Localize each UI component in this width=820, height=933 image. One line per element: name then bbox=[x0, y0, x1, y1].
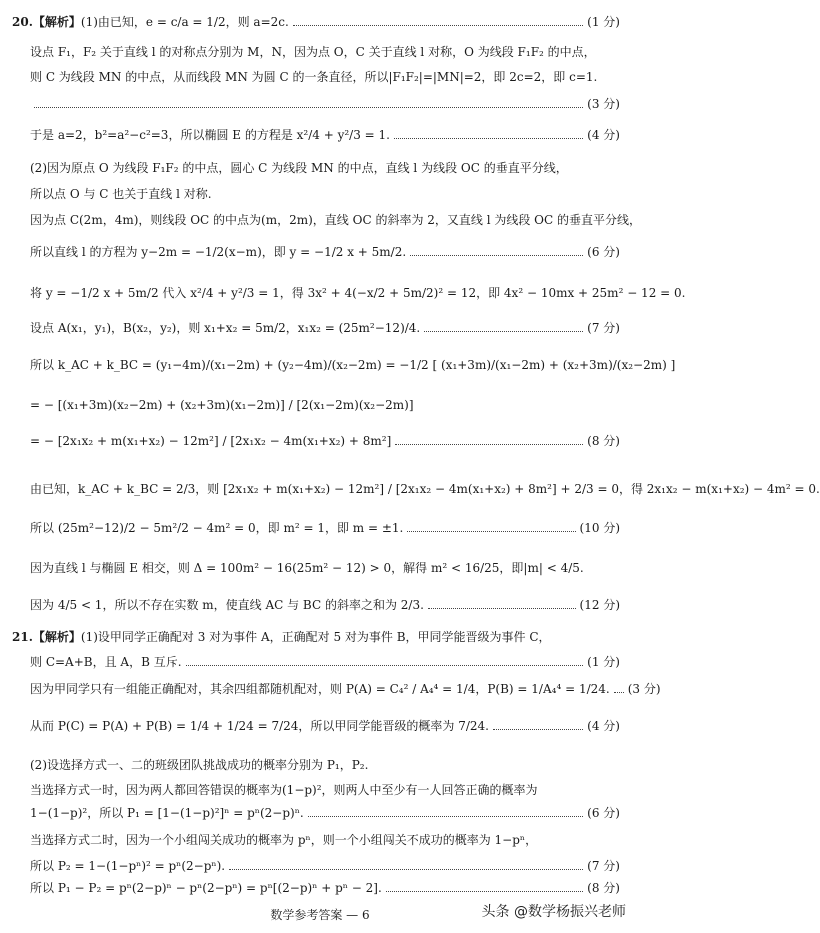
solution-text: = − [2x₁x₂ + m(x₁+x₂) − 12m²] / [2x₁x₂ − 4m(x₁+x₂) + 8m²] bbox=[30, 434, 392, 448]
solution-line bbox=[30, 285, 686, 301]
leader-dots bbox=[395, 444, 583, 445]
watermark: 头条 @数学杨振兴老师 bbox=[478, 900, 630, 922]
solution-line bbox=[30, 880, 620, 896]
solution-text: 从而 P(C) = P(A) + P(B) = 1/4 + 1/24 = 7/24，所以甲同学能晋级的概率为 7/24. bbox=[30, 719, 489, 733]
leader-dots bbox=[186, 665, 584, 666]
solution-text: 因为直线 l 与椭圆 E 相交，则 Δ = 100m² − 16(25m² − 12) > 0，解得 m² < 16/25，即|m| < 4/5. bbox=[30, 561, 584, 575]
solution-line bbox=[30, 782, 620, 798]
solution-text: (1)设甲同学正确配对 3 对为事件 A，正确配对 5 对为事件 B，甲同学能晋级为事件 C， bbox=[80, 630, 551, 644]
solution-line bbox=[12, 14, 620, 30]
solution-text: 所以 (25m²−12)/2 − 5m²/2 − 4m² = 0，即 m² = 1，即 m = ±1. bbox=[30, 521, 404, 535]
solution-line bbox=[30, 357, 676, 373]
score-label: (12 分) bbox=[579, 598, 620, 612]
leader-dots bbox=[229, 869, 583, 870]
score-label: (8 分) bbox=[587, 881, 620, 895]
solution-text: 因为 4/5 < 1，所以不存在实数 m，使直线 AC 与 BC 的斜率之和为 2/3. bbox=[30, 598, 424, 612]
score-label: (10 分) bbox=[579, 521, 620, 535]
solution-text: 所以 P₁ − P₂ = pⁿ(2−p)ⁿ − pⁿ(2−pⁿ) = pⁿ[(2−p)ⁿ + pⁿ − 2]. bbox=[30, 881, 382, 895]
analysis-tag: 【解析】 bbox=[32, 630, 81, 644]
solution-line bbox=[30, 397, 620, 413]
solution-text: 因为点 C(2m，4m)，则线段 OC 的中点为(m，2m)，直线 OC 的斜率为 2，又直线 l 为线段 OC 的垂直平分线， bbox=[30, 213, 642, 227]
solution-line bbox=[30, 718, 620, 734]
solution-text: 所以直线 l 的方程为 y−2m = −1/2(x−m)，即 y = −1/2 x + 5m/2. bbox=[30, 245, 407, 259]
solution-line bbox=[30, 212, 642, 228]
solution-text: 所以 k_AC + k_BC = (y₁−4m)/(x₁−2m) + (y₂−4m)/(x₂−2m) = −1/2 [ (x₁+3m)/(x₁−2m) + (x₂+3m)/(x₂−2m) ] bbox=[30, 358, 676, 372]
solution-line bbox=[30, 681, 661, 697]
solution-line bbox=[30, 481, 820, 497]
solution-text: 所以 P₂ = 1−(1−pⁿ)² = pⁿ(2−pⁿ). bbox=[30, 859, 226, 873]
solution-line bbox=[30, 127, 620, 143]
solution-line bbox=[30, 186, 620, 202]
solution-text: 将 y = −1/2 x + 5m/2 代入 x²/4 + y²/3 = 1，得 3x² + 4(−x/2 + 5m/2)² = 12，即 4x² − 10mx + 25m² − 12 = 0. bbox=[30, 286, 686, 300]
score-label: (3 分) bbox=[627, 682, 661, 696]
solution-text: 因为甲同学只有一组能正确配对，其余四组都随机配对，则 P(A) = C₄² / A₄⁴ = 1/4，P(B) = 1/A₄⁴ = 1/24. bbox=[30, 682, 610, 696]
score-label: (1 分) bbox=[587, 655, 620, 669]
score-label: (7 分) bbox=[587, 321, 620, 335]
solution-text: = − [(x₁+3m)(x₂−2m) + (x₂+3m)(x₁−2m)] / [2(x₁−2m)(x₂−2m)] bbox=[30, 398, 414, 412]
solution-line bbox=[30, 433, 620, 449]
solution-line bbox=[30, 560, 620, 576]
leader-dots bbox=[424, 331, 583, 332]
solution-line bbox=[30, 320, 620, 336]
solution-text: 当选择方式二时，因为一个小组闯关成功的概率为 pⁿ，则一个小组闯关不成功的概率为 1−pⁿ， bbox=[30, 833, 538, 847]
score-label: (6 分) bbox=[587, 245, 620, 259]
leader-dots bbox=[34, 107, 583, 108]
solution-line bbox=[30, 597, 620, 613]
solution-line bbox=[30, 858, 620, 874]
score-label: (3 分) bbox=[587, 97, 620, 111]
leader-dots bbox=[428, 608, 576, 609]
question-number: 20. bbox=[12, 15, 33, 29]
solution-text: 设点 F₁，F₂ 关于直线 l 的对称点分别为 M，N，因为点 O，C 关于直线 l 对称，O 为线段 F₁F₂ 的中点， bbox=[30, 45, 596, 59]
solution-line bbox=[30, 96, 620, 112]
solution-text: (2)设选择方式一、二的班级团队挑战成功的概率分别为 P₁，P₂. bbox=[30, 758, 369, 772]
score-label: (7 分) bbox=[587, 859, 620, 873]
solution-text: (1)由已知，e = c/a = 1/2，则 a=2c. bbox=[80, 15, 289, 29]
score-label: (4 分) bbox=[587, 128, 620, 142]
solution-text: 设点 A(x₁，y₁)，B(x₂，y₂)，则 x₁+x₂ = 5m/2，x₁x₂ = (25m²−12)/4. bbox=[30, 321, 421, 335]
leader-dots bbox=[386, 891, 583, 892]
score-label: (8 分) bbox=[587, 434, 620, 448]
solution-text: 由已知，k_AC + k_BC = 2/3，则 [2x₁x₂ + m(x₁+x₂) − 12m²] / [2x₁x₂ − 4m(x₁+x₂) + 8m²] + 2/3 = 0，得 2x₁x₂ − m(x₁+x₂) − 4m² = 0. bbox=[30, 482, 820, 496]
solution-line bbox=[30, 69, 620, 85]
page-footer: 数学参考答案 — 6 bbox=[270, 908, 370, 922]
solution-text: (2)因为原点 O 为线段 F₁F₂ 的中点，圆心 C 为线段 MN 的中点，直线 l 为线段 OC 的垂直平分线， bbox=[30, 161, 568, 175]
solution-line bbox=[30, 832, 620, 848]
leader-dots bbox=[493, 729, 583, 730]
score-label: (6 分) bbox=[587, 806, 620, 820]
solution-line bbox=[30, 805, 620, 821]
question-number: 21. bbox=[12, 630, 33, 644]
solution-line bbox=[30, 654, 620, 670]
score-label: (1 分) bbox=[587, 15, 620, 29]
solution-line bbox=[30, 160, 620, 176]
solution-text: 当选择方式一时，因为两人都回答错误的概率为(1−p)²，则两人中至少有一人回答正确的概率为 bbox=[30, 783, 538, 797]
solution-text: 1−(1−p)²，所以 P₁ = [1−(1−p)²]ⁿ = pⁿ(2−p)ⁿ. bbox=[30, 806, 304, 820]
leader-dots bbox=[308, 816, 583, 817]
solution-text: 所以点 O 与 C 也关于直线 l 对称. bbox=[30, 187, 212, 201]
leader-dots bbox=[410, 255, 583, 256]
leader-dots bbox=[394, 138, 583, 139]
leader-dots bbox=[293, 25, 583, 26]
leader-dots bbox=[614, 692, 624, 693]
analysis-tag: 【解析】 bbox=[32, 15, 81, 29]
score-label: (4 分) bbox=[587, 719, 620, 733]
solution-line bbox=[30, 244, 620, 260]
leader-dots bbox=[407, 531, 575, 532]
solution-text: 于是 a=2，b²=a²−c²=3，所以椭圆 E 的方程是 x²/4 + y²/3 = 1. bbox=[30, 128, 390, 142]
solution-line bbox=[30, 757, 620, 773]
solution-line bbox=[12, 629, 620, 645]
solution-line bbox=[30, 44, 620, 60]
solution-line bbox=[30, 520, 620, 536]
solution-text: 则 C=A+B，且 A，B 互斥. bbox=[30, 655, 182, 669]
solution-text: 则 C 为线段 MN 的中点，从而线段 MN 为圆 C 的一条直径，所以|F₁F₂|=|MN|=2，即 2c=2，即 c=1. bbox=[30, 70, 598, 84]
